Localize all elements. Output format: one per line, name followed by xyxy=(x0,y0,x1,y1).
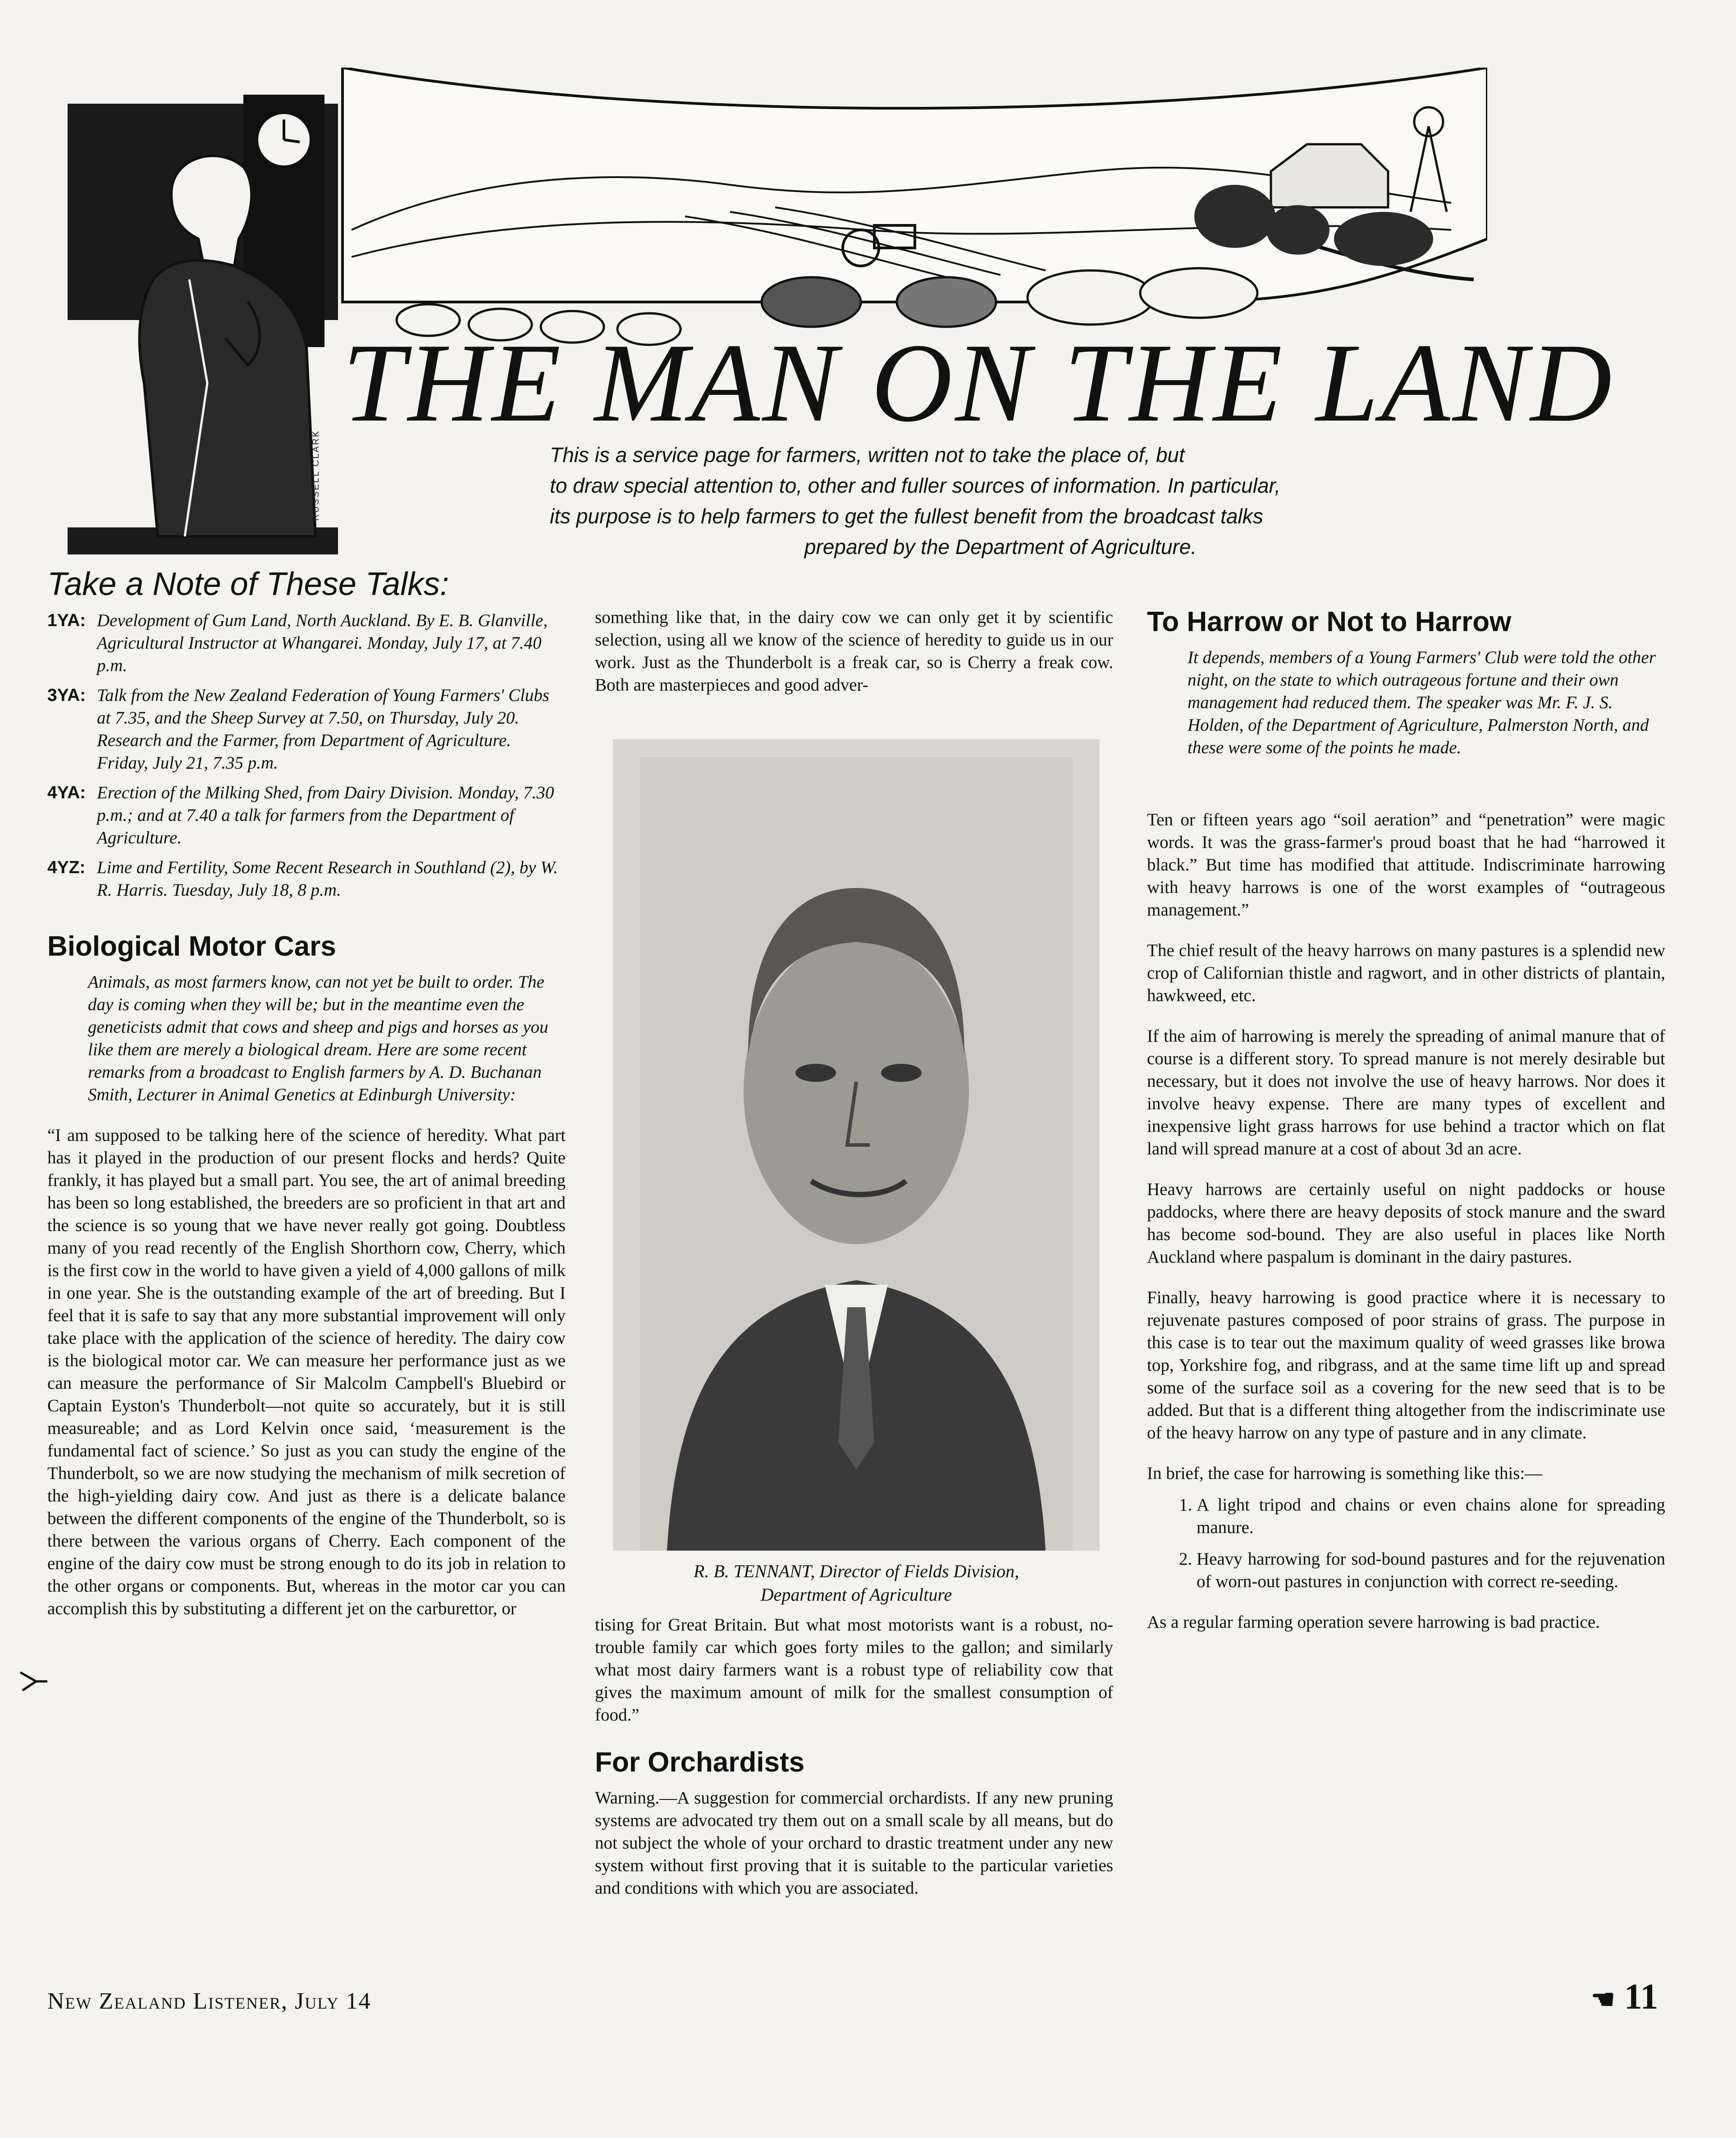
harrow-heading: To Harrow or Not to Harrow xyxy=(1147,606,1512,637)
page-intro xyxy=(550,440,1451,562)
harrow-intro: It depends, members of a Young Farmers' Club were told the other night, on the state to which outrageous fortune and their own management had reduced them. The speaker was Mr. F. J. S. Holden, of the Department of Agriculture, Palmerston North, and these were some of the points he made. xyxy=(1188,648,1656,757)
list-item: 2. Heavy harrowing for sod-bound pastures and for the rejuvenation of worn-out pastures in conjunction with correct re-seeding. xyxy=(1197,1548,1665,1593)
biological-heading: Biological Motor Cars xyxy=(47,931,336,962)
talk-station: 4YZ: xyxy=(47,858,86,877)
harrow-paragraph: Finally, heavy harrowing is good practice where it is necessary to rejuvenate pastures composed of poor strains of grass. The purpose in this case is to tear out the maximum quality of weed grasses like browa top, Yorkshire fog, and ribgrass, and at the same time lift up and spread some of the surface soil as a covering for the new seed that is to be added. But that is a different thing altogether from the indiscriminate use of the heavy harrow on any type of pasture and in any climate. xyxy=(1147,1288,1665,1442)
column-left xyxy=(47,563,566,1638)
talk-description: Development of Gum Land, North Auckland. By E. B. Glanville, Agricultural Instructor at Whangarei. Monday, July 17, at 7.40 p.m. xyxy=(97,611,548,675)
column-middle-top xyxy=(595,606,1113,714)
intro-line: prepared by the Department of Agriculture. xyxy=(804,535,1197,559)
harrow-paragraph: If the aim of harrowing is merely the spreading of animal manure that of course is a different story. To spread manure is not merely desirable but necessary, but it does not involve the use of heavy harrows. Nor does it involve heavy expense. There are many types of excellent and inexpensive light grass harrows for use behind a tractor which on flat land will spread manure at a cost of about 3d an acre. xyxy=(1147,1026,1665,1158)
photo-caption xyxy=(613,1560,1100,1607)
biological-intro: Animals, as most farmers know, can not yet be built to order. The day is coming when they will be; but in the meantime even the geneticists admit that cows and sheep and pigs and horses as you like them are merely a biological dream. Here are some recent remarks from a broadcast to English farmers by A. D. Buchanan Smith, Lecturer in Animal Genetics at Edinburgh University: xyxy=(88,972,548,1104)
talk-description: Talk from the New Zealand Federation of Young Farmers' Clubs at 7.35, and the Sheep Survey at 7.50, on Thursday, July 20. Research and the Farmer, from Department of Agriculture. Friday, July 21, 7.35 p.m. xyxy=(97,686,549,773)
page-number xyxy=(1591,1977,1658,2018)
page-title: THE MAN ON THE LAND xyxy=(343,320,1615,445)
talks-heading: Take a Note of These Talks: xyxy=(47,566,449,602)
talk-station: 4YA: xyxy=(47,783,86,802)
talk-item xyxy=(47,782,566,849)
list-item: 1. A light tripod and chains or even chains alone for spreading manure. xyxy=(1197,1494,1665,1539)
margin-mark-icon xyxy=(18,1668,50,1695)
talk-description: Erection of the Milking Shed, from Dairy Division. Monday, 7.30 p.m.; and at 7.40 a talk for farmers from the Department of Agriculture. xyxy=(97,783,554,847)
intro-line: This is a service page for farmers, written not to take the place of, but xyxy=(550,443,1185,467)
harrow-paragraph: Heavy harrows are certainly useful on night paddocks or house paddocks, where there are heavy deposits of stock manure and the sward has become sod-bound. They are also useful in places like North Auckland where paspalum is dominant in the dairy pastures. xyxy=(1147,1180,1665,1267)
harrow-list xyxy=(1147,1494,1665,1593)
orchardists-heading: For Orchardists xyxy=(595,1747,805,1778)
harrow-paragraph: In brief, the case for harrowing is something like this:— xyxy=(1147,1464,1543,1483)
harrow-paragraph: The chief result of the heavy harrows on many pastures is a splendid new crop of Californian thistle and ragwort, and in other districts of plantain, hawkweed, etc. xyxy=(1147,941,1665,1005)
column-middle-bottom xyxy=(595,1614,1113,1918)
talk-item xyxy=(47,856,566,902)
orchardists-body: Warning.—A suggestion for commercial orchardists. If any new pruning systems are advocated try them out on a small scale by all means, but do not subject the whole of your orchard to drastic treatment under any new system without first proving that it is suitable to the particular varieties and conditions with which you are associated. xyxy=(595,1788,1113,1898)
pointer-hand-icon: ☚ xyxy=(1591,1985,1615,2014)
caption-name: R. B. TENNANT, Director of Fields Division, xyxy=(693,1561,1019,1581)
talk-station: 1YA: xyxy=(47,611,86,630)
caption-dept: Department of Agriculture xyxy=(760,1584,952,1605)
harrow-paragraph: Ten or fifteen years ago “soil aeration” and “penetration” were magic words. It was the grass-farmer's proud boast that he had “harrowed it black.” But time has modified that attitude. Indiscriminate harrowing with heavy harrows is one of the worst examples of “outrageous management.” xyxy=(1147,810,1665,920)
talk-item xyxy=(47,684,566,774)
talk-station: 3YA: xyxy=(47,686,86,705)
portrait-photo xyxy=(613,739,1100,1551)
biological-body: “I am supposed to be talking here of the science of heredity. What part has it played in the production of our present flocks and herds? Quite frankly, it has played but a small part. You see, the art of animal breeding has been so long established, the breeders are so proficient in that art and the science is so young that we have never really got going. Doubtless many of you read recently of the English Shorthorn cow, Cherry, which is the first cow in the world to have given a yield of 4,000 gallons of milk in one year. She is the outstanding example of the art of breeding. But I feel that it is safe to say that any more substantial improvement will only take place with the application of the science of heredity. The dairy cow is the biological motor car. We can measure her performance just as we can measure the performance of Sir Malcolm Campbell's Bluebird or Captain Eyston's Thunderbolt—not quite so accurately, but it is still measureable; and as Lord Kelvin once said, ‘measurement is the fundamental fact of science.’ So just as you can study the engine of the Thunderbolt, so we are now studying the mechanism of milk secretion of the high-yielding dairy cow. And just as there is a delicate balance between the different components of the engine of the Thunderbolt, so is there between the various organs of Cherry. Each component of the engine of the dairy cow must be strong enough to do its job in relation to the other organs or components. But, whereas in the motor car you can accomplish this by substituting a different jet on the carburettor, or xyxy=(47,1126,566,1618)
column-right xyxy=(1147,600,1665,1652)
biological-continued: something like that, in the dairy cow we can only get it by scientific selection, using all we know of the science of heredity to guide us in our work. Just as the Thunderbolt is a freak car, so is Cherry a freak cow. Both are masterpieces and good adver- xyxy=(595,608,1113,695)
biological-continued-end: tising for Great Britain. But what most motorists want is a robust, no-trouble family car which goes forty miles to the gallon; and similarly what most dairy farmers want is a robust type of reliability cow that gives the maximum amount of milk for the smallest consumption of food.” xyxy=(595,1615,1113,1725)
publication-footer: New Zealand Listener, July 14 xyxy=(47,1988,371,2014)
intro-line: to draw special attention to, other and fuller sources of information. In particular, xyxy=(550,474,1281,497)
page-number-text: 11 xyxy=(1624,1977,1658,2017)
artist-credit: RUSSELL CLARK xyxy=(311,430,321,521)
harrow-closing: As a regular farming operation severe harrowing is bad practice. xyxy=(1147,1612,1600,1632)
talk-item xyxy=(47,609,566,677)
talk-description: Lime and Fertility, Some Recent Research in Southland (2), by W. R. Harris. Tuesday, July 18, 8 p.m. xyxy=(97,858,558,900)
intro-line: its purpose is to help farmers to get the fullest benefit from the broadcast talks xyxy=(550,504,1263,528)
